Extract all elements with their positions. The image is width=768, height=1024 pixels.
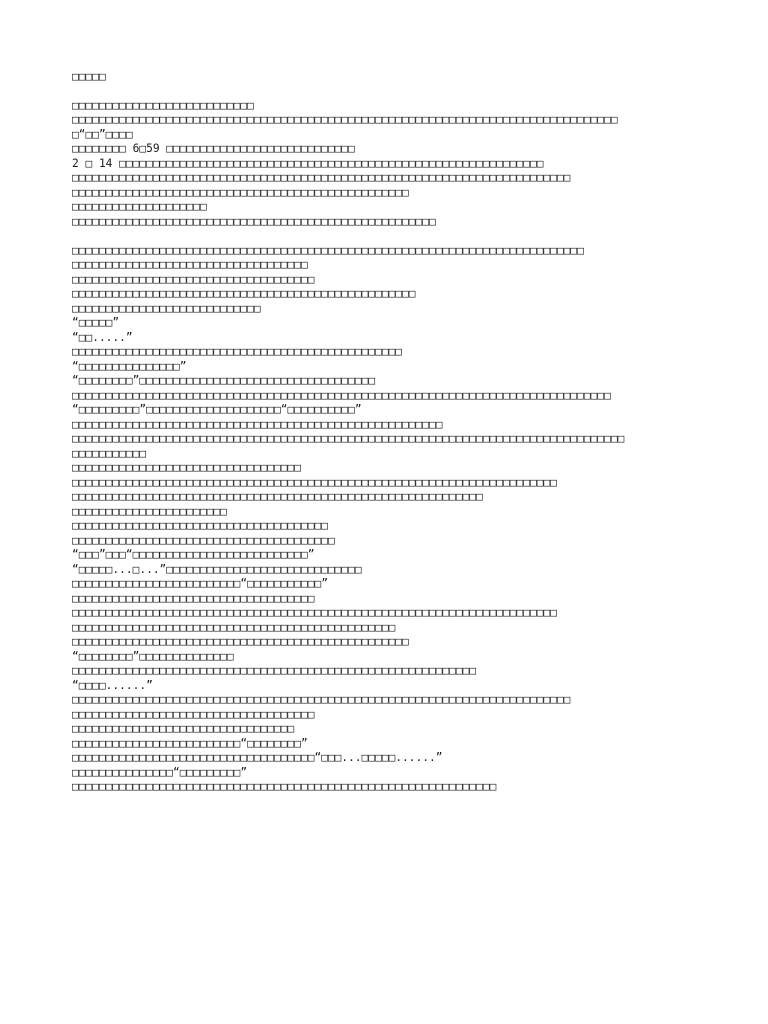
text-line: “□□□□□□□□□□□□□□□” xyxy=(72,359,187,373)
text-line: □□□□□□□□□□□□□□□□□□□□□□□□□□□□□□□□□□□□□□□□□□□□□□□□□□□ xyxy=(72,287,416,300)
text-line: □□□□□□□□□□□□□□□□□□□□□□□□□□□□□□□□□□□□“□□□...□□□□□......” xyxy=(72,751,443,764)
text-line: □□□□□□□□□□□□□□□□□□□□□□□□□□□□□□□□□□□□□□□□□□□□□□□□□□□□□□□□□□□□□□□□□□□□□□□□□□□□□□□□□□ xyxy=(72,432,625,445)
text-line: “□□□”□□□“□□□□□□□□□□□□□□□□□□□□□□□□□□” xyxy=(72,548,315,561)
paragraph-block-2 xyxy=(72,244,712,795)
text-line: □□□□□□□□□□□□□□□□□□□□□□□□□□□□□□□□□□□□□□□□□□□□□□□□□□□□□□□□□□□□□□□□□□□□□□□□□□ xyxy=(72,693,571,706)
text-line: “□□□□□□□□”□□□□□□□□□□□□□□□□□□□□□□□□□□□□□□□□□□□ xyxy=(72,374,376,387)
text-line: □□□□□□□□□□□□□□□□□□□□□□□□□□□□□□□□□□□□□□□□□□□□□□□□□□□□□□□□□□□□□□□ xyxy=(72,780,497,793)
text-line: □□□□□□□□□□□□□□□□□□□□□□□□□□□□□□□□□□□□□□□□□□□□□□□□□□□□□□ xyxy=(72,214,436,228)
text-line: □□□□□□□□□□□□□□□□□□□□□□□□□□□□□□□□□□□□□□□□□□□□□□□□ xyxy=(72,620,396,634)
text-line: “□□□□□” xyxy=(72,316,120,329)
text-line: 2 □ 14 □□□□□□□□□□□□□□□□□□□□□□□□□□□□□□□□□□□□□□□□□□□□□□□□□□□□□□□□□□□□□□□ xyxy=(72,156,544,170)
text-line: “□□□□......” xyxy=(72,678,153,692)
text-line: □□□□□□□□□□□□□□□□□□□□□□□□□“□□□□□□□□” xyxy=(72,736,308,750)
paragraph-block-1 xyxy=(72,99,712,230)
document-title: □□□□□ xyxy=(72,70,106,83)
text-line: □□□□□□□□□□□□□□□□□□□□□□□□□□□□□□□□□□□□□□□□□□□□□□□□□□□□□□□□□□□□□□□□□□□□□□□□□□□□□□□□ xyxy=(72,388,611,402)
text-line: □□□□□□□□□□□□□□□□□□□□□□□ xyxy=(72,504,227,518)
text-line: □□□□□□□□□□□□□□□□□□□□□□□□□□□□□□□□□□□□□□□□□□□□□□□□□□□□□□□□□□□□□□□□□□□□□□□□□□□□ xyxy=(72,243,584,257)
text-line: □□□□□□□□□□□□□□□□□□□□□□□□□□□□□□□□□□□□□□□□□□□□□□□□□□ xyxy=(72,635,409,648)
text-line: □□□□□□□□□□□□□□□□□□□□□□□□□□□ xyxy=(72,98,254,112)
text-line: □□□□□□□□□□□□□□□□□□□□□□□□□□□□□□□□□□□□□□□□□□□□□□□□□□□□□□□□□□□□□□□□□□□□□□□□□□ xyxy=(72,171,571,184)
text-line: □□□□□□□□□□□□□□□□□□□□□□□□□□□□□□□□□□□□□□□□□□□□□□□□□□□□□□□□□□□□□ xyxy=(72,490,483,503)
text-line: □□□□□□□□□□□□□□□□□□□□□□□□□□□□□□□□□□□□□□□□□□□□□□□□□□□□□□□□□□□□ xyxy=(72,664,477,677)
text-line: □□□□□□□□□□□□□□□□□□□□□□□□□□□□□□□□□□□□ xyxy=(72,272,315,286)
text-line: □□□□□□□□□□□□□□□□□□□□ xyxy=(72,200,207,213)
text-line: □□□□□□□□ 6□59 □□□□□□□□□□□□□□□□□□□□□□□□□□□□ xyxy=(72,142,355,155)
paragraph-gap xyxy=(72,229,712,244)
text-line: □□□□□□□□□□□□□□□□□□□□□□□□□□□□□□□□□□□□□□□ xyxy=(72,533,335,547)
text-line: □□□□□□□□□□□□□□□□□□□□□□□□□□□□□□□□□ xyxy=(72,722,295,735)
text-line: □□□□□□□□□□□ xyxy=(72,446,147,460)
text-line: □□□□□□□□□□□□□□□□□□□□□□□□□□□□□□□□□□□□□□□□□□□□□□□□□□ xyxy=(72,185,409,199)
text-line: □□□□□□□□□□□□□□□□□□□□□□□□□□□□□□□□□□□□□□ xyxy=(72,519,328,532)
text-line: □□□□□□□□□□□□□□□□□□□□□□□□□□□□□□□□□□□□□□□□□□□□□□□□□□□□□□□□□□□□□□□□□□□□□□□□ xyxy=(72,475,557,489)
text-line: “□□□□□□□□”□□□□□□□□□□□□□□ xyxy=(72,649,234,663)
text-line: □□□□□□□□□□□□□□□□□□□□□□□□□□□□□□□□□□□□ xyxy=(72,707,315,721)
text-line: □□□□□□□□□□□□□□□□□□□□□□□□□□□□□□□□□□□□□□□□□□□□□□□□□□□□□□□ xyxy=(72,417,443,431)
text-line: “□□□□□□□□□”□□□□□□□□□□□□□□□□□□□□“□□□□□□□□□□” xyxy=(72,403,362,416)
text-line: □“□□”□□□□ xyxy=(72,127,133,141)
document-page xyxy=(72,70,712,795)
text-line: □□□□□□□□□□□□□□□□□□□□□□□□□“□□□□□□□□□□□” xyxy=(72,577,328,590)
text-line: □□□□□□□□□□□□□□□□□□□□□□□□□□□□□□□□□□□□□□□□□□□□□□□□□□□□□□□□□□□□□□□□□□□□□□□□□□□□□□□□□ xyxy=(72,113,618,126)
text-line: □□□□□□□□□□□□□□□□□□□□□□□□□□□□□□□□□□□□□□□□□□□□□□□□□ xyxy=(72,345,403,358)
text-line: “□□.....” xyxy=(72,330,133,344)
text-line: □□□□□□□□□□□□□□□□□□□□□□□□□□□□□□□□□□□□ xyxy=(72,591,315,605)
text-line: □□□□□□□□□□□□□□□“□□□□□□□□□” xyxy=(72,765,248,779)
text-line: “□□□□□...□...”□□□□□□□□□□□□□□□□□□□□□□□□□□□□□ xyxy=(72,562,362,576)
text-line: □□□□□□□□□□□□□□□□□□□□□□□□□□□□□□□□□□ xyxy=(72,461,302,474)
text-line: □□□□□□□□□□□□□□□□□□□□□□□□□□□□□□□□□□□ xyxy=(72,258,308,271)
text-line: □□□□□□□□□□□□□□□□□□□□□□□□□□□□ xyxy=(72,301,261,315)
text-line: □□□□□□□□□□□□□□□□□□□□□□□□□□□□□□□□□□□□□□□□□□□□□□□□□□□□□□□□□□□□□□□□□□□□□□□□ xyxy=(72,606,557,619)
